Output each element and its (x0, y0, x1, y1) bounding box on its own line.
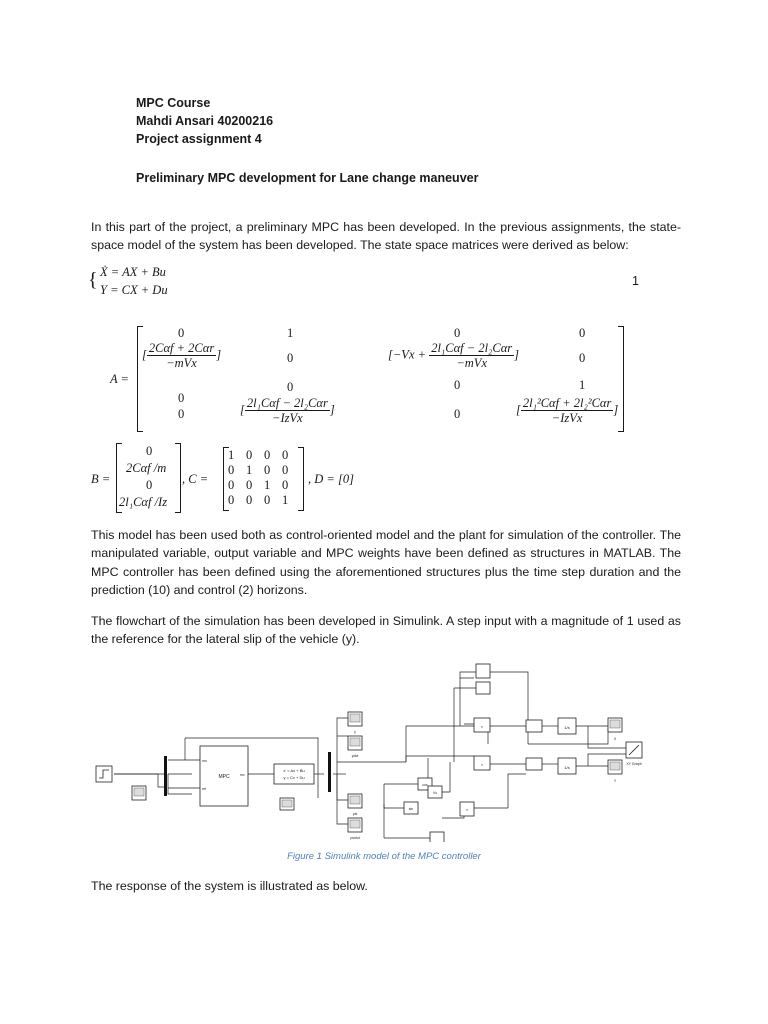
integrator-y: 1/s (564, 765, 570, 770)
mpc-port-mv: mv (240, 773, 245, 777)
scope-psi-label: psi (352, 812, 358, 816)
integrator-x: 1/s (564, 725, 570, 730)
a-r4c2: [ 2l₁Cαf − 2l₂Cαr −IzVx ] (240, 396, 335, 425)
d-matrix: , D = [0] (308, 472, 354, 486)
mpc-block-label: MPC (218, 774, 230, 780)
course-title: MPC Course (136, 96, 211, 110)
b-r2: 2Cαf /m (126, 461, 167, 475)
response-paragraph: The response of the system is illustrated as below. (91, 879, 368, 893)
scope-y-label: y (354, 730, 356, 734)
a-r2c3: [−Vx + 2l₁Cαf − 2l₂Cαr −mVx ] (388, 341, 520, 370)
a-r4c1: 0 (178, 407, 185, 421)
c-label: , C = (182, 472, 209, 486)
simulink-diagram (88, 658, 680, 842)
a-r1c4: 0 (579, 326, 586, 340)
b-right-bracket (175, 443, 181, 513)
scope-ydot-label: ydot (351, 754, 359, 758)
xy-graph-label: XY Graph (626, 762, 642, 766)
a-right-bracket (618, 326, 624, 432)
state-equation: Ẋ = AX + Bu (100, 265, 166, 279)
a-r2c1: [ 2Cαf + 2Cαr −mVx ] (142, 341, 222, 370)
intro-paragraph: In this part of the project, a preliminary MPC has been developed. In the previous assignments, the state-space model of the system has been developed. The state space matrices were derived as below: (91, 220, 681, 253)
a-r4c3: 0 (454, 407, 461, 421)
author-line: Mahdi Ansari 40200216 (136, 114, 274, 128)
state-space-line1: x' = Ax + Bu (283, 768, 305, 773)
a-r4c4: [ 2l₁²Cαf + 2l₂²Cαr −IzVx ] (516, 396, 619, 425)
figure-caption: Figure 1 Simulink model of the MPC controller (287, 851, 481, 862)
scope-psidot-label: psidot (350, 836, 360, 840)
flowchart-paragraph: The flowchart of the simulation has been developed in Simulink. A step input with a magnitude of 1 used as the reference for the lateral slip of the vehicle (y). (91, 614, 681, 647)
product-block-3: × (465, 807, 469, 812)
b-r3: 0 (146, 478, 153, 492)
equation-number: 1 (632, 274, 639, 288)
a-r1c3: 0 (454, 326, 461, 340)
b-r1: 0 (146, 444, 153, 458)
section-title: Preliminary MPC development for Lane change maneuver (136, 171, 479, 185)
cos-block: cos (422, 783, 428, 787)
b-label: B = (91, 472, 111, 486)
product-block-2: × (480, 762, 484, 767)
mpc-port-mo: mo (202, 759, 207, 763)
a-r3c4: 1 (579, 378, 586, 392)
assignment-line: Project assignment 4 (136, 132, 262, 146)
a-label: A = (110, 372, 129, 386)
c-matrix: 1 0 0 0 0 1 0 0 0 0 1 0 0 0 0 1 (228, 448, 289, 507)
sin-block: sin (408, 807, 414, 811)
out-y-label: Y (613, 779, 617, 783)
product-block-1: × (480, 724, 484, 729)
a-r2c4: 0 (579, 351, 586, 365)
out-x-label: X (613, 737, 617, 741)
a-r1c2: 1 (287, 326, 294, 340)
model-paragraph: This model has been used both as control-oriented model and the plant for simulation of the controller. The manipulated variable, output variable and MPC weights have been defined as structures in MATLAB. The MPC controller has been defined using the aforementioned structures plus the time step duration and the prediction (10) and control (2) horizons. (91, 528, 681, 598)
a-r2c2: 0 (287, 351, 294, 365)
mpc-port-ref: ref (202, 787, 207, 791)
b-r4: 2l₁Cαf /Iz (119, 495, 168, 509)
state-space-line2: y = Cx + Du (283, 775, 305, 780)
brace: { (88, 269, 98, 291)
vx-block: Vx (432, 791, 438, 795)
a-r1c1: 0 (178, 326, 185, 340)
a-r3c1: 0 (178, 391, 185, 405)
output-equation: Y = CX + Du (100, 283, 168, 297)
a-r3c2: 0 (287, 380, 294, 394)
a-r3c3: 0 (454, 378, 461, 392)
